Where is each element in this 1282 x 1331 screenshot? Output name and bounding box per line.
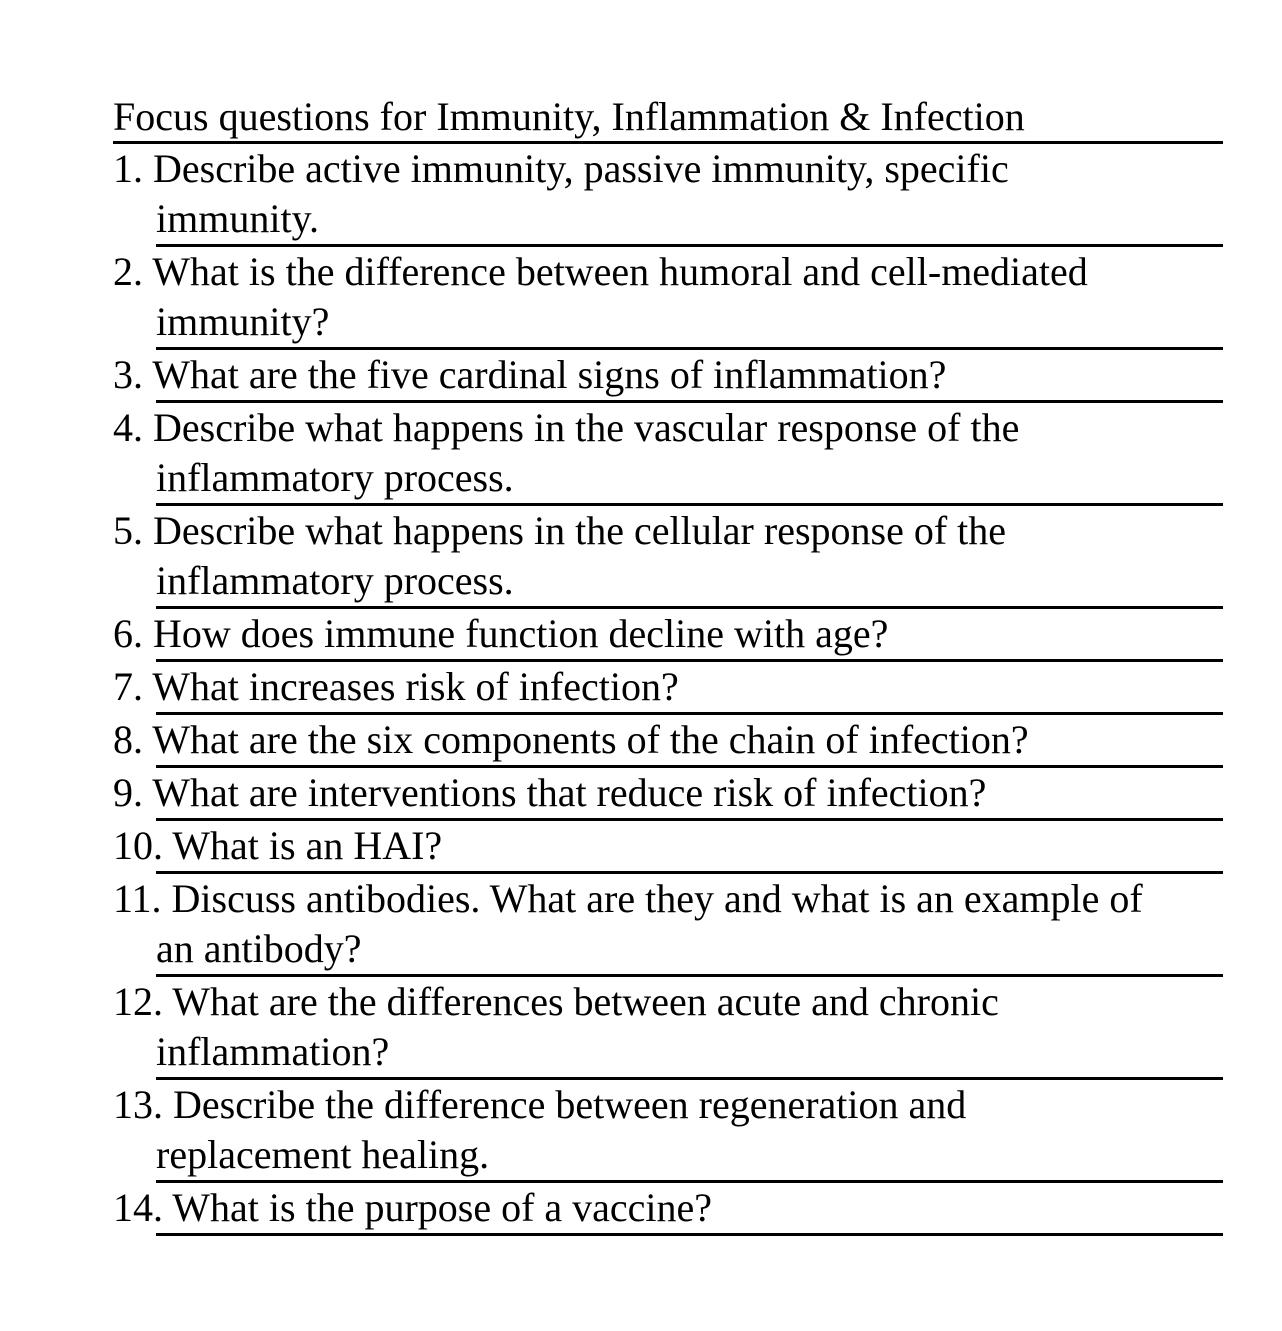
question-text: What increases risk of infection? xyxy=(152,664,679,709)
question-continuation: immunity. xyxy=(156,196,319,241)
question-text: What are the differences between acute and chronic xyxy=(172,979,999,1024)
question-list xyxy=(113,144,1223,1236)
question-number: 6. xyxy=(113,611,143,656)
question-text: Describe what happens in the cellular response of the xyxy=(153,508,1007,553)
question-item xyxy=(113,1183,1223,1236)
question-item xyxy=(113,144,1223,247)
question-text: Describe the difference between regeneration and xyxy=(173,1082,967,1127)
question-first-line xyxy=(113,350,1223,400)
question-number: 9. xyxy=(113,770,143,815)
question-text: Discuss antibodies. What are they and what is an example of xyxy=(171,876,1143,921)
question-item xyxy=(113,403,1223,506)
question-item xyxy=(113,768,1223,821)
question-first-line xyxy=(113,977,1223,1027)
question-text: What are interventions that reduce risk of infection? xyxy=(152,770,987,815)
question-number: 11. xyxy=(113,876,162,921)
question-continuation: inflammation? xyxy=(156,1029,390,1074)
question-item xyxy=(113,1080,1223,1183)
question-number: 7. xyxy=(113,664,143,709)
question-first-line xyxy=(113,768,1223,818)
question-first-line xyxy=(113,506,1223,556)
question-first-line xyxy=(113,1080,1223,1130)
question-first-line xyxy=(113,1183,1223,1233)
question-text: Describe active immunity, passive immunity, specific xyxy=(153,146,1009,191)
question-number: 10. xyxy=(113,823,163,868)
question-number: 14. xyxy=(113,1185,163,1230)
question-first-line xyxy=(113,609,1223,659)
question-first-line xyxy=(113,662,1223,712)
question-number: 5. xyxy=(113,508,143,553)
question-item xyxy=(113,821,1223,874)
question-first-line xyxy=(113,821,1223,871)
question-item xyxy=(113,977,1223,1080)
question-text: What are the five cardinal signs of inflammation? xyxy=(152,352,947,397)
question-continuation: inflammatory process. xyxy=(156,455,514,500)
question-item xyxy=(113,350,1223,403)
question-text: What is the difference between humoral and cell-mediated xyxy=(152,249,1088,294)
question-item xyxy=(113,715,1223,768)
question-first-line xyxy=(113,403,1223,453)
page-title: Focus questions for Immunity, Inflammation & Infection xyxy=(113,92,1223,144)
question-text: What is the purpose of a vaccine? xyxy=(172,1185,713,1230)
question-first-line xyxy=(113,247,1223,297)
question-text: What are the six components of the chain of infection? xyxy=(152,717,1029,762)
question-first-line xyxy=(113,144,1223,194)
question-number: 1. xyxy=(113,146,143,191)
question-number: 4. xyxy=(113,405,143,450)
focus-questions-sheet xyxy=(113,92,1223,1236)
question-item xyxy=(113,662,1223,715)
question-item xyxy=(113,609,1223,662)
question-number: 2. xyxy=(113,249,143,294)
question-text: How does immune function decline with age? xyxy=(153,611,889,656)
question-item xyxy=(113,874,1223,977)
question-item xyxy=(113,506,1223,609)
question-continuation: inflammatory process. xyxy=(156,558,514,603)
question-continuation: an antibody? xyxy=(156,926,362,971)
question-text: What is an HAI? xyxy=(172,823,443,868)
question-first-line xyxy=(113,715,1223,765)
question-text: Describe what happens in the vascular response of the xyxy=(153,405,1020,450)
question-number: 3. xyxy=(113,352,143,397)
question-number: 13. xyxy=(113,1082,163,1127)
question-item xyxy=(113,247,1223,350)
question-number: 12. xyxy=(113,979,163,1024)
question-number: 8. xyxy=(113,717,143,762)
question-first-line xyxy=(113,874,1223,924)
question-continuation: replacement healing. xyxy=(156,1132,490,1177)
question-continuation: immunity? xyxy=(156,299,330,344)
